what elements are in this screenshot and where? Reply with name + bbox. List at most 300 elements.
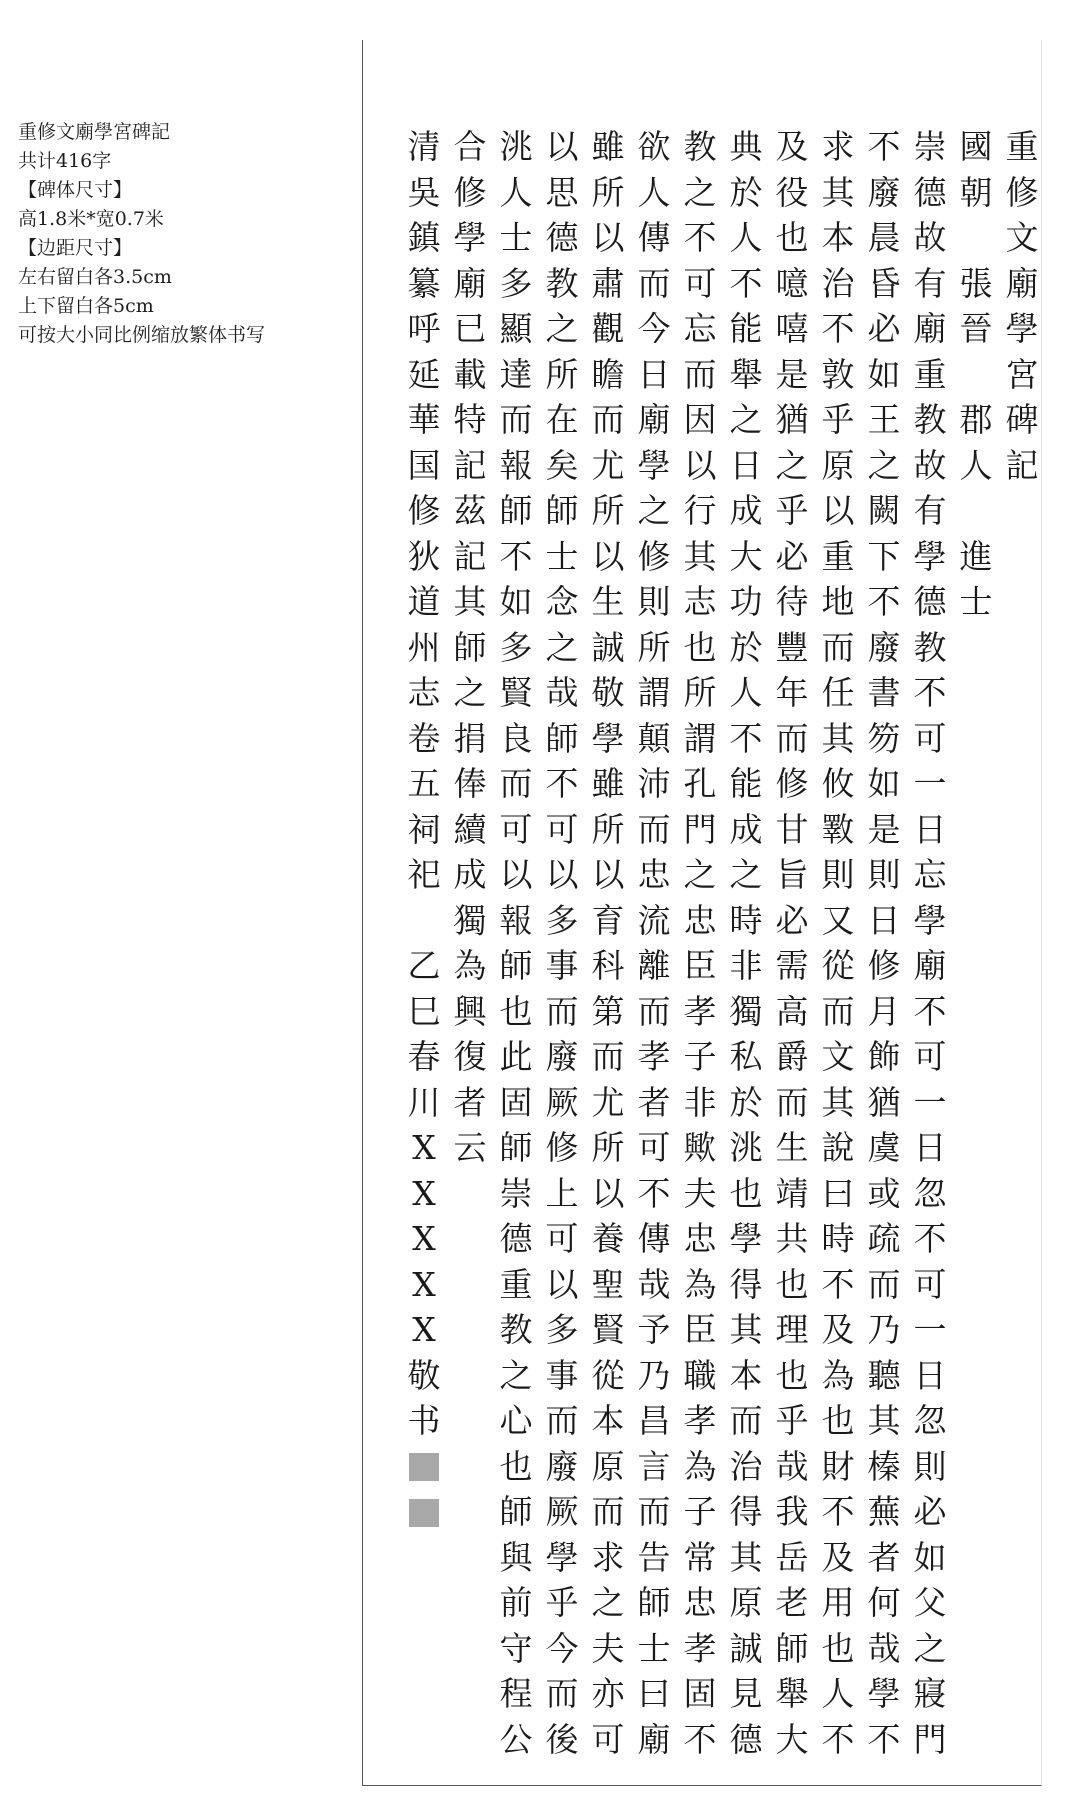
character: 生 <box>591 582 625 622</box>
character: 誠 <box>729 1628 763 1668</box>
character: 大 <box>775 1719 809 1759</box>
character: 重 <box>499 1264 533 1304</box>
character: 合 <box>453 127 487 167</box>
character: 不 <box>637 1173 671 1213</box>
character: 師 <box>775 1628 809 1668</box>
character: 子 <box>683 1037 717 1077</box>
character: 曰 <box>637 1674 671 1714</box>
character: 也 <box>775 1355 809 1395</box>
character: 良 <box>499 718 533 758</box>
character: 予 <box>637 1310 671 1350</box>
character: 高 <box>775 991 809 1031</box>
character: 修 <box>637 536 671 576</box>
character: 師 <box>499 946 533 986</box>
character: 非 <box>729 946 763 986</box>
character: 肅 <box>591 263 625 303</box>
character: 師 <box>499 1492 533 1532</box>
character: 告 <box>637 1537 671 1577</box>
character: 呼 <box>407 309 441 349</box>
character: 不 <box>545 764 579 804</box>
character: 而 <box>683 354 717 394</box>
character: 宮 <box>1005 354 1039 394</box>
character: 重 <box>821 536 855 576</box>
character: 師 <box>499 491 533 531</box>
character: 必 <box>775 900 809 940</box>
character: 可 <box>545 809 579 849</box>
seal-1 <box>409 1453 439 1481</box>
character: 人 <box>729 673 763 713</box>
character: 欲 <box>637 127 671 167</box>
character: 第 <box>591 991 625 1031</box>
character: 功 <box>729 582 763 622</box>
character: 而 <box>545 991 579 1031</box>
character: 五 <box>407 764 441 804</box>
character: 及 <box>821 1537 855 1577</box>
character: 孝 <box>683 1401 717 1441</box>
character: 用 <box>821 1583 855 1623</box>
character: 所 <box>591 491 625 531</box>
note-margin-heading: 【边距尺寸】 <box>18 237 133 259</box>
character: 寢 <box>913 1674 947 1714</box>
character: 念 <box>545 582 579 622</box>
character: 子 <box>683 1492 717 1532</box>
character: 祠 <box>407 809 441 849</box>
character: 顯 <box>499 309 533 349</box>
character: 賢 <box>591 1310 625 1350</box>
character: 賢 <box>499 673 533 713</box>
character: X <box>412 1219 436 1259</box>
character: 顛 <box>637 718 671 758</box>
character: 師 <box>453 627 487 667</box>
character: 也 <box>499 1446 533 1486</box>
character: 如 <box>867 354 901 394</box>
character: 而 <box>591 400 625 440</box>
character: 以 <box>591 855 625 895</box>
character: 忽 <box>913 1401 947 1441</box>
text-column <box>861 124 907 1762</box>
character: 廟 <box>913 309 947 349</box>
note-margin-tb: 上下留白各5cm <box>18 295 154 317</box>
character: 月 <box>867 991 901 1031</box>
character: 求 <box>821 127 855 167</box>
character: 心 <box>499 1401 533 1441</box>
character: 必 <box>867 309 901 349</box>
character: 而 <box>821 991 855 1031</box>
character: 不 <box>867 1719 901 1759</box>
text-column <box>677 124 723 1762</box>
character: 德 <box>499 1219 533 1259</box>
character: 卷 <box>407 718 441 758</box>
character: 也 <box>775 1264 809 1304</box>
character: 得 <box>729 1492 763 1532</box>
character: 蕪 <box>867 1492 901 1532</box>
character: 士 <box>959 582 993 622</box>
character: 不 <box>867 582 901 622</box>
note-size-heading: 【碑体尺寸】 <box>18 179 133 201</box>
character: 清 <box>407 127 441 167</box>
character: 國 <box>959 127 993 167</box>
character: 亦 <box>591 1674 625 1714</box>
character: X <box>412 1128 436 1168</box>
character: 則 <box>821 855 855 895</box>
character: 洮 <box>499 127 533 167</box>
character: 可 <box>545 1219 579 1259</box>
character: 常 <box>683 1537 717 1577</box>
character: 春 <box>407 1037 441 1077</box>
character: 而 <box>821 627 855 667</box>
character: 道 <box>407 582 441 622</box>
character: 洮 <box>729 1128 763 1168</box>
character: 於 <box>729 627 763 667</box>
character: 修 <box>1005 172 1039 212</box>
character: 也 <box>729 1173 763 1213</box>
character: 故 <box>913 218 947 258</box>
character: 以 <box>821 491 855 531</box>
character: 則 <box>867 855 901 895</box>
character: 廟 <box>453 263 487 303</box>
character: 吳 <box>407 172 441 212</box>
character: 之 <box>453 673 487 713</box>
character: 修 <box>545 1128 579 1168</box>
character: 言 <box>637 1446 671 1486</box>
character: 乙 <box>407 946 441 986</box>
character: 忘 <box>683 309 717 349</box>
character: 下 <box>867 536 901 576</box>
character: 所 <box>591 809 625 849</box>
character: 於 <box>729 1082 763 1122</box>
character: 晨 <box>867 218 901 258</box>
character: 一 <box>913 1310 947 1350</box>
character: 不 <box>821 1719 855 1759</box>
character: 乃 <box>867 1310 901 1350</box>
character: 必 <box>913 1492 947 1532</box>
character: 修 <box>775 764 809 804</box>
character: 其 <box>453 582 487 622</box>
character: 孝 <box>637 1037 671 1077</box>
character: 日 <box>867 900 901 940</box>
character: 而 <box>775 718 809 758</box>
character: 其 <box>821 1082 855 1122</box>
character: 日 <box>913 1128 947 1168</box>
character: 而 <box>867 1264 901 1304</box>
character: 生 <box>775 1128 809 1168</box>
character: 報 <box>499 900 533 940</box>
character: 昏 <box>867 263 901 303</box>
character: 多 <box>499 627 533 667</box>
character: 飾 <box>867 1037 901 1077</box>
character: 師 <box>499 1128 533 1168</box>
character: 役 <box>775 172 809 212</box>
character: 不 <box>913 1219 947 1259</box>
character: 私 <box>729 1037 763 1077</box>
character: 延 <box>407 354 441 394</box>
character: 任 <box>821 673 855 713</box>
character: 廟 <box>637 400 671 440</box>
character: 有 <box>913 263 947 303</box>
character: 之 <box>867 445 901 485</box>
character: 本 <box>591 1401 625 1441</box>
character: 為 <box>683 1264 717 1304</box>
character: 士 <box>545 536 579 576</box>
character: 可 <box>683 263 717 303</box>
character: 前 <box>499 1583 533 1623</box>
character: 需 <box>775 946 809 986</box>
character: 老 <box>775 1583 809 1623</box>
character: X <box>412 1173 436 1213</box>
character: 旨 <box>775 855 809 895</box>
character: 崇 <box>913 127 947 167</box>
character: 復 <box>453 1037 487 1077</box>
character: 謂 <box>683 718 717 758</box>
character: 求 <box>591 1537 625 1577</box>
character: 門 <box>913 1719 947 1759</box>
character: 国 <box>407 445 441 485</box>
character: 原 <box>729 1583 763 1623</box>
character: 而 <box>545 1674 579 1714</box>
character: 學 <box>453 218 487 258</box>
character: 捐 <box>453 718 487 758</box>
character: 以 <box>545 127 579 167</box>
character: 傳 <box>637 1219 671 1259</box>
character: 噫 <box>775 263 809 303</box>
character: 靖 <box>775 1173 809 1213</box>
character: 厥 <box>545 1492 579 1532</box>
author-column <box>953 124 999 625</box>
character: 故 <box>913 445 947 485</box>
character: 多 <box>545 1310 579 1350</box>
character: 文 <box>1005 218 1039 258</box>
character: 而 <box>591 1037 625 1077</box>
character: 得 <box>729 1264 763 1304</box>
character: 守 <box>499 1628 533 1668</box>
character: X <box>412 1264 436 1304</box>
character: 不 <box>821 1492 855 1532</box>
character: 日 <box>729 445 763 485</box>
character: 達 <box>499 354 533 394</box>
character: 修 <box>867 946 901 986</box>
character: 興 <box>453 991 487 1031</box>
character: 巳 <box>407 991 441 1031</box>
character: 者 <box>867 1537 901 1577</box>
character: 也 <box>683 627 717 667</box>
character: 成 <box>729 809 763 849</box>
character: 與 <box>499 1537 533 1577</box>
character: 臣 <box>683 946 717 986</box>
character: 州 <box>407 627 441 667</box>
character: 何 <box>867 1583 901 1623</box>
character: 德 <box>545 218 579 258</box>
character: 事 <box>545 1355 579 1395</box>
character: 事 <box>545 946 579 986</box>
character: 本 <box>821 218 855 258</box>
title-column <box>999 124 1045 488</box>
character: 俸 <box>453 764 487 804</box>
character: 厥 <box>545 1082 579 1122</box>
character: 疏 <box>867 1219 901 1259</box>
character: 報 <box>499 445 533 485</box>
character: 成 <box>453 855 487 895</box>
character: 之 <box>545 627 579 667</box>
character: 孝 <box>683 1628 717 1668</box>
character: 成 <box>729 491 763 531</box>
stele-sheet <box>362 40 1042 1786</box>
character: 闕 <box>867 491 901 531</box>
note-char-count: 共计416字 <box>18 150 112 172</box>
character: 或 <box>867 1173 901 1213</box>
character: 川 <box>407 1082 441 1122</box>
character: 日 <box>637 354 671 394</box>
character: 教 <box>683 127 717 167</box>
character: 乎 <box>775 491 809 531</box>
character: 此 <box>499 1037 533 1077</box>
character: 人 <box>959 445 993 485</box>
character: 也 <box>499 991 533 1031</box>
character: 廟 <box>637 1719 671 1759</box>
text-column <box>769 124 815 1762</box>
character: 謂 <box>637 673 671 713</box>
character: 而 <box>499 400 533 440</box>
character: 岳 <box>775 1537 809 1577</box>
character: 待 <box>775 582 809 622</box>
character: 孔 <box>683 764 717 804</box>
character: 以 <box>545 855 579 895</box>
character: 修 <box>453 172 487 212</box>
character: 祀 <box>407 855 441 895</box>
character: 沛 <box>637 764 671 804</box>
character: 而 <box>637 263 671 303</box>
character: 從 <box>591 1355 625 1395</box>
character: 之 <box>499 1355 533 1395</box>
character: 典 <box>729 127 763 167</box>
character: 德 <box>913 582 947 622</box>
character: 廟 <box>1005 263 1039 303</box>
character: 哉 <box>545 673 579 713</box>
character: 時 <box>729 900 763 940</box>
character: 乎 <box>775 1401 809 1441</box>
character: 其 <box>867 1401 901 1441</box>
character: 之 <box>545 309 579 349</box>
character: 所 <box>545 354 579 394</box>
character: 學 <box>729 1219 763 1259</box>
character: 師 <box>637 1583 671 1623</box>
character: 一 <box>913 1082 947 1122</box>
character: 理 <box>775 1310 809 1350</box>
character: 者 <box>637 1082 671 1122</box>
text-column <box>907 124 953 1762</box>
character: 嘻 <box>775 309 809 349</box>
character: 思 <box>545 172 579 212</box>
character: 可 <box>913 1037 947 1077</box>
character: 學 <box>545 1537 579 1577</box>
character: 孝 <box>683 991 717 1031</box>
character: 文 <box>821 1037 855 1077</box>
character: 甘 <box>775 809 809 849</box>
character: 學 <box>913 536 947 576</box>
character: 士 <box>499 218 533 258</box>
character: 其 <box>683 536 717 576</box>
character: 原 <box>821 445 855 485</box>
character: 哉 <box>637 1264 671 1304</box>
character: 斁 <box>821 809 855 849</box>
character: 重 <box>913 354 947 394</box>
note-title: 重修文廟學宮碑記 <box>18 121 171 143</box>
character: 也 <box>775 218 809 258</box>
character: 不 <box>499 536 533 576</box>
character: 是 <box>775 354 809 394</box>
character: 哉 <box>775 1446 809 1486</box>
character: 公 <box>499 1719 533 1759</box>
character: 王 <box>867 400 901 440</box>
character: 廟 <box>913 946 947 986</box>
character: 不 <box>683 1719 717 1759</box>
character: 行 <box>683 491 717 531</box>
character: 進 <box>959 536 993 576</box>
character: 本 <box>729 1355 763 1395</box>
character: 師 <box>545 718 579 758</box>
character: 為 <box>683 1446 717 1486</box>
character: 臣 <box>683 1310 717 1350</box>
character: 說 <box>821 1128 855 1168</box>
character: 聽 <box>867 1355 901 1395</box>
character: 纂 <box>407 263 441 303</box>
character: 而 <box>545 1401 579 1441</box>
character: 廢 <box>545 1446 579 1486</box>
character: 從 <box>821 946 855 986</box>
character: 而 <box>637 809 671 849</box>
character: 續 <box>453 809 487 849</box>
character: 年 <box>775 673 809 713</box>
character: 學 <box>637 445 671 485</box>
character: 養 <box>591 1219 625 1259</box>
character: 士 <box>637 1628 671 1668</box>
character: 以 <box>499 855 533 895</box>
character: 之 <box>683 855 717 895</box>
character: 及 <box>821 1310 855 1350</box>
character: 昌 <box>637 1401 671 1441</box>
text-column <box>815 124 861 1762</box>
character: 舉 <box>775 1674 809 1714</box>
text-column <box>585 124 631 1762</box>
character: 朝 <box>959 172 993 212</box>
character: 所 <box>591 1128 625 1168</box>
character: 父 <box>913 1583 947 1623</box>
character: 其 <box>821 172 855 212</box>
character: 而 <box>637 1492 671 1532</box>
character: 華 <box>407 400 441 440</box>
character: 其 <box>729 1537 763 1577</box>
character: 可 <box>913 1264 947 1304</box>
character: 修 <box>407 491 441 531</box>
character: 忠 <box>683 1219 717 1259</box>
character: 茲 <box>453 491 487 531</box>
character: 雖 <box>591 764 625 804</box>
character: 我 <box>775 1492 809 1532</box>
character: 重 <box>1005 127 1039 167</box>
character: 乎 <box>545 1583 579 1623</box>
character: 忠 <box>683 1583 717 1623</box>
character: 已 <box>453 309 487 349</box>
character: 學 <box>913 900 947 940</box>
character: 爵 <box>775 1037 809 1077</box>
character: 其 <box>729 1310 763 1350</box>
character: 不 <box>729 718 763 758</box>
seal-2 <box>409 1499 439 1527</box>
character: 雖 <box>591 127 625 167</box>
character: 榛 <box>867 1446 901 1486</box>
character: 記 <box>453 445 487 485</box>
character: 志 <box>683 582 717 622</box>
character: 德 <box>913 172 947 212</box>
